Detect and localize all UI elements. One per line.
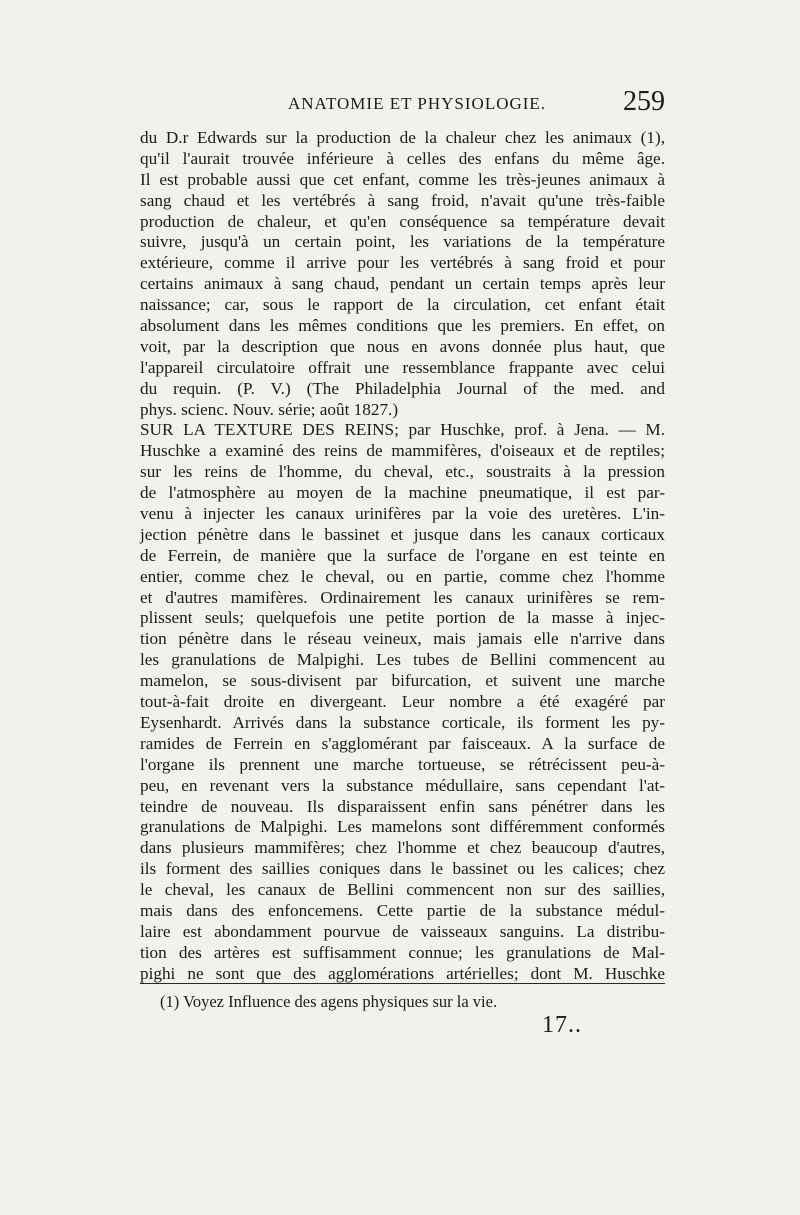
text-line: voit, par la description que nous en avons donnée plus haut, que [140, 336, 665, 356]
text-line: l'appareil circulatoire offrait une ressemblance frappante avec celui [140, 357, 665, 377]
text-line: ils forment des saillies coniques dans le bassinet ou les calices; chez [140, 859, 665, 879]
text-line: suivre, jusqu'à un certain point, les variations de la température [140, 232, 665, 252]
text-line: mamelon, se sous-divisent par bifurcation, et suivent une marche [140, 671, 665, 691]
text-line: certains animaux à sang chaud, pendant un certain temps après leur [140, 274, 665, 294]
text-line: et d'autres mamifères. Ordinairement les canaux urinifères se rem- [140, 587, 665, 607]
text-line: phys. scienc. Nouv. série; août 1827.) [140, 399, 399, 419]
text-line: peu, en revenant vers la substance médullaire, sans cependant l'at- [140, 775, 665, 795]
page-header [140, 86, 665, 126]
text-line: extérieure, comme il arrive pour les vertébrés à sang froid et pour [140, 253, 665, 273]
text-line: Eysenhardt. Arrivés dans la substance corticale, ils forment les py- [140, 712, 665, 732]
body-text [140, 128, 665, 985]
text-line: du requin. (P. V.) (The Philadelphia Journal of the med. and [140, 378, 665, 398]
text-line: ramides de Ferrein en s'agglomérant par faisceaux. A la surface de [140, 733, 665, 753]
text-line: venu à injecter les canaux urinifères par la voie des uretères. L'in- [140, 504, 665, 524]
text-line: SUR LA TEXTURE DES REINS; par Huschke, prof. à Jena. — M. [140, 420, 665, 440]
text-line: qu'il l'aurait trouvée inférieure à celles des enfans du même âge. [140, 148, 665, 168]
text-line: Huschke a examiné des reins de mammifères, d'oiseaux et de reptiles; [140, 441, 665, 461]
text-line: l'organe ils prennent une marche tortueuse, se rétrécissent peu-à- [140, 754, 665, 774]
text-line: teindre de nouveau. Ils disparaissent enfin sans pénétrer dans les [140, 796, 665, 816]
footnote-rule [140, 983, 665, 984]
text-line: tion des artères est suffisamment connue; les granulations de Mal- [140, 942, 665, 962]
page-number: 259 [623, 86, 665, 117]
text-line: sur les reins de l'homme, du cheval, etc., soustraits à la pression [140, 462, 665, 482]
text-line: les granulations de Malpighi. Les tubes de Bellini commencent au [140, 650, 665, 670]
footnote: (1) Voyez Influence des agens physiques sur la vie. [160, 992, 498, 1011]
text-line: naissance; car, sous le rapport de la circulation, cet enfant était [140, 295, 665, 315]
text-line: tion pénètre dans le réseau veineux, mais jamais elle n'arrive dans [140, 629, 665, 649]
text-line: Il est probable aussi que cet enfant, comme les très-jeunes animaux à [140, 169, 665, 189]
text-line: plissent seuls; quelquefois une petite portion de la masse à injec- [140, 608, 665, 628]
text-line: granulations de Malpighi. Les mamelons sont différemment conformés [140, 817, 665, 837]
text-line: sang chaud et les vertébrés à sang froid, n'avait qu'une très-faible [140, 190, 665, 210]
running-title: ANATOMIE ET PHYSIOLOGIE. [288, 94, 547, 113]
text-line: tout-à-fait droite en divergeant. Leur nombre a été exagéré par [140, 692, 665, 712]
text-line: production de chaleur, et qu'en conséquence sa température devait [140, 211, 665, 231]
text-line: de l'atmosphère au moyen de la machine pneumatique, il est par- [140, 483, 665, 503]
text-line: du D.r Edwards sur la production de la chaleur chez les animaux (1), [140, 128, 665, 147]
text-line: laire est abondamment pourvue de vaisseaux sanguins. La distribu- [140, 921, 665, 941]
text-line: pighi ne sont que des agglomérations artérielles; dont M. Huschke [140, 963, 665, 983]
text-line: dans plusieurs mammifères; chez l'homme et chez beaucoup d'autres, [140, 838, 665, 858]
text-line: entier, comme chez le cheval, ou en partie, comme chez l'homme [140, 566, 665, 586]
text-line: le cheval, les canaux de Bellini commencent non sur des saillies, [140, 880, 665, 900]
signature-mark: 17.. [542, 1012, 582, 1038]
text-line: jection pénètre dans le bassinet et jusque dans les canaux corticaux [140, 524, 665, 544]
text-line: de Ferrein, de manière que la surface de l'organe en est teinte en [140, 545, 665, 565]
text-line: absolument dans les mêmes conditions que les premiers. En effet, on [140, 316, 665, 336]
text-line: mais dans des enfoncemens. Cette partie de la substance médul- [140, 900, 665, 920]
